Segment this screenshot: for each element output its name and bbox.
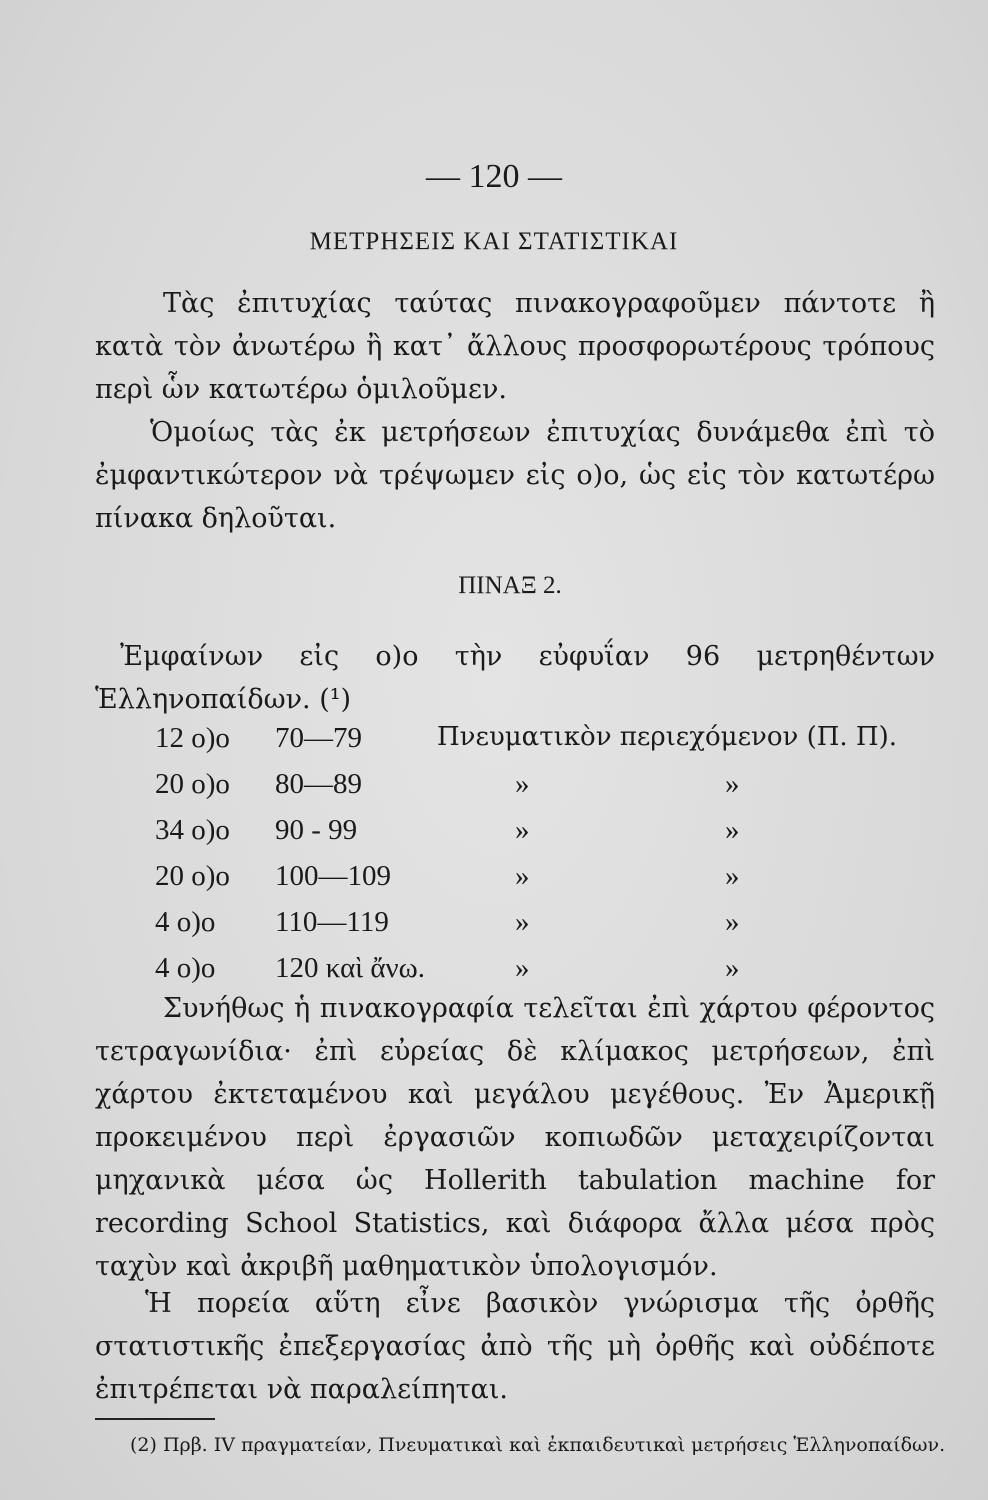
row-percent: 34 ο)ο <box>155 814 230 846</box>
row-percent: 20 ο)ο <box>155 860 230 892</box>
ditto-mark: » <box>725 860 740 892</box>
row-percent: 20 ο)ο <box>155 768 230 800</box>
table-row <box>0 906 988 952</box>
row-range: 100—109 <box>275 860 391 892</box>
row-range: 80—89 <box>275 768 362 800</box>
table-row <box>0 860 988 906</box>
paragraph-2: Ὁμοίως τὰς ἐκ μετρήσεων ἐπιτυχίας δυνάμεθα ἐπὶ τὸ ἐμφαντικώτερον νὰ τρέψωμεν εἰς ο)ο, ὡς εἰς τὸν κατωτέρω πίνακα δηλοῦται. <box>95 417 935 534</box>
table-caption: Ἐμφαίνων εἰς ο)ο τὴν εὐφυΐαν 96 μετρηθέντων Ἑλληνοπαίδων. (¹) <box>95 641 935 715</box>
row-range: 110—119 <box>275 906 389 938</box>
ditto-mark: » <box>725 768 740 800</box>
row-description: Πνευματικὸν περιεχόμενον (Π. Π). <box>437 722 898 752</box>
row-percent: 4 ο)ο <box>155 952 216 984</box>
ditto-mark: » <box>515 952 530 984</box>
row-percent: 4 ο)ο <box>155 906 216 938</box>
row-percent: 12 ο)ο <box>155 722 230 754</box>
iq-distribution-table <box>0 722 988 998</box>
ditto-mark: » <box>515 860 530 892</box>
paragraph-1: Τὰς ἐπιτυχίας ταύτας πινακογραφοῦμεν πάντοτε ἢ κατὰ τὸν ἀνωτέρω ἢ κατ᾿ ἄλλους προσφορωτέρους τρόπους περὶ ὧν κατωτέρω ὁμιλοῦμεν. <box>95 288 935 405</box>
ditto-mark: » <box>725 952 740 984</box>
page-number: — 120 — <box>426 158 562 195</box>
row-range: 70—79 <box>275 722 362 754</box>
ditto-mark: » <box>725 814 740 846</box>
table-row <box>0 814 988 860</box>
row-range: 120 καὶ ἄνω. <box>275 952 425 984</box>
table-row <box>0 722 988 768</box>
paragraph-3: Συνήθως ἡ πινακογραφία τελεῖται ἐπὶ χάρτου φέροντος τετραγωνίδια· ἐπὶ εὐρείας δὲ κλίμακος μετρήσεων, ἐπὶ χάρτου ἐκτεταμένου καὶ μεγάλου μεγέθους. Ἐν Ἀμερικῇ προκειμένου περὶ ἐργασιῶν κοπιωδῶν μεταχειρίζονται μηχανικὰ μέσα ὡς Hollerith tabulation machine for recording School Statistics, καὶ διάφορα ἄλλα μέσα πρὸς ταχὺν καὶ ἀκριβῆ μαθηματικὸν ὑπολογισμόν. <box>95 993 935 1282</box>
ditto-mark: » <box>515 814 530 846</box>
table-title: ΠΙΝΑΞ 2. <box>458 572 562 599</box>
footnote-rule <box>95 1418 215 1420</box>
running-head: ΜΕΤΡΗΣΕΙΣ ΚΑΙ ΣΤΑΤΙΣΤΙΚΑΙ <box>309 228 679 255</box>
table-row <box>0 768 988 814</box>
ditto-mark: » <box>515 906 530 938</box>
paragraph-4: Ἡ πορεία αὕτη εἶνε βασικὸν γνώρισμα τῆς ὀρθῆς στατιστικῆς ἐπεξεργασίας ἀπὸ τῆς μὴ ὀρθῆς καὶ οὐδέποτε ἐπιτρέπεται νὰ παραλείπηται. <box>95 1288 935 1405</box>
footnote: (2) Πρβ. IV πραγματείαν, Πνευματικαὶ καὶ ἐκπαιδευτικαὶ μετρήσεις Ἑλληνοπαίδων. <box>130 1434 946 1456</box>
ditto-mark: » <box>725 906 740 938</box>
row-range: 90 - 99 <box>275 814 358 846</box>
ditto-mark: » <box>515 768 530 800</box>
